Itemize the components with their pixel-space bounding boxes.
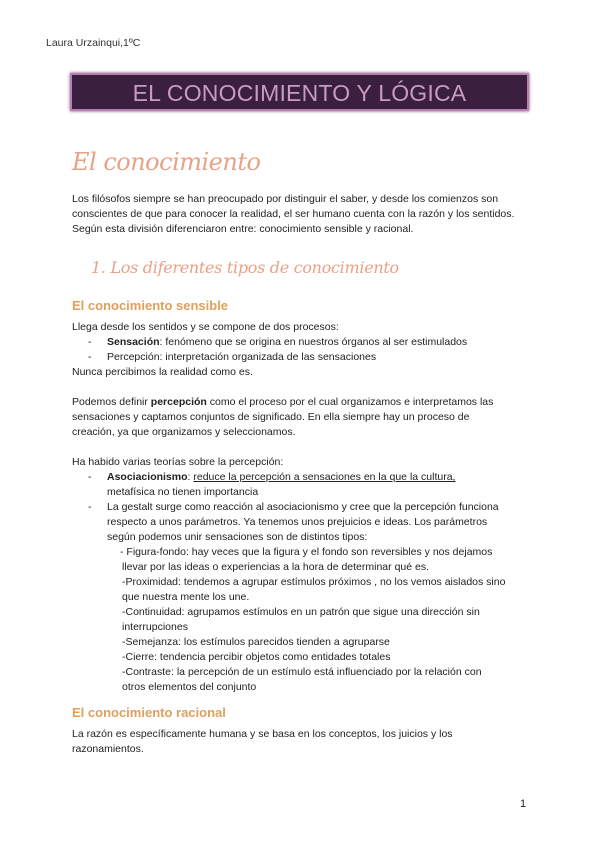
param-line: -Contraste: la percepción de un estímulo está influenciado por la relación con — [122, 666, 482, 678]
def-pre: Podemos definir — [72, 396, 151, 408]
param-line: que nuestra mente los une. — [122, 591, 250, 603]
param-line: interrupciones — [122, 621, 188, 633]
gestalt-line: La gestalt surge como reacción al asociacionismo y cree que la percepción funciona — [107, 501, 499, 513]
definition-line-3: creación, ya que organizamos y seleccionamos. — [72, 426, 296, 438]
title-banner — [70, 73, 529, 111]
intro-paragraph: Los filósofos siempre se han preocupado por distinguir el saber, y desde los comienzos son conscientes de que para conocer la realidad, el ser humano cuenta con la razón y los sentidos. Según esta división diferenciaron entre: conocimiento sensible y racional. — [72, 193, 515, 235]
definition-line-1 — [72, 396, 493, 408]
term-percepcion: percepción — [150, 396, 207, 408]
note-line: Nunca percibimos la realidad como es. — [72, 366, 253, 378]
param-line: -Semejanza: los estímulos parecidos tienden a agruparse — [122, 636, 390, 648]
term-sensacion: Sensación — [107, 336, 160, 348]
gestalt-line: respecto a unos parámetros. Ya tenemos unos prejuicios e ideas. Los parámetros — [107, 516, 488, 528]
def-rest: como el proceso por el cual organizamos e interpretamos las — [206, 396, 494, 408]
param-line: llevar por las ideas o experiencias a la hora de determinar qué es. — [122, 561, 430, 573]
racional-heading: El conocimiento racional — [72, 705, 226, 720]
list-item-continued: metafísica no tienen importancia — [107, 486, 259, 498]
definition-line-2: sensaciones y captamos conjuntos de significado. En ella siempre hay un proceso de — [72, 411, 470, 423]
subsection-heading: 1. Los diferentes tipos de conocimiento — [91, 258, 399, 277]
list-item — [107, 471, 455, 483]
param-line: - Figura-fondo: hay veces que la figura y el fondo son reversibles y nos dejamos — [120, 546, 493, 558]
bullet-dash: - — [88, 471, 92, 483]
list-item — [107, 336, 467, 348]
desc-sensacion: : fenómeno que se origina en nuestros órganos al ser estimulados — [159, 336, 468, 348]
param-line: -Continuidad: agrupamos estímulos en un patrón que sigue una dirección sin — [122, 606, 480, 618]
asoc-colon: : — [187, 471, 194, 483]
bullet-dash: - — [88, 501, 92, 513]
term-asociacionismo: Asociacionismo — [107, 471, 188, 483]
racional-line-2: razonamientos. — [72, 743, 144, 755]
document-title: EL CONOCIMIENTO Y LÓGICA — [132, 80, 467, 106]
list-item: Percepción: interpretación organizada de las sensaciones — [107, 351, 377, 363]
param-line: otros elementos del conjunto — [122, 681, 257, 693]
sensible-heading: El conocimiento sensible — [72, 298, 229, 313]
bullet-dash: - — [88, 336, 92, 348]
page-number: 1 — [520, 798, 527, 810]
theories-intro: Ha habido varias teorías sobre la percepción: — [72, 456, 284, 468]
gestalt-line: según podemos unir sensaciones son de distintos tipos: — [107, 531, 368, 543]
sensible-intro: Llega desde los sentidos y se compone de dos procesos: — [72, 321, 339, 333]
param-line: -Proximidad: tendemos a agrupar estímulos próximos , no los vemos aislados sino — [122, 576, 506, 588]
racional-line-1: La razón es específicamente humana y se basa en los conceptos, los juicios y los — [72, 728, 453, 740]
asoc-desc: reduce la percepción a sensaciones en la que la cultura, — [193, 471, 456, 483]
section-heading: El conocimiento — [72, 148, 261, 176]
param-line: -Cierre: tendencia percibir objetos como entidades totales — [122, 651, 391, 663]
author-name: Laura Urzainqui,1ºC — [46, 37, 141, 49]
bullet-dash: - — [88, 351, 92, 363]
